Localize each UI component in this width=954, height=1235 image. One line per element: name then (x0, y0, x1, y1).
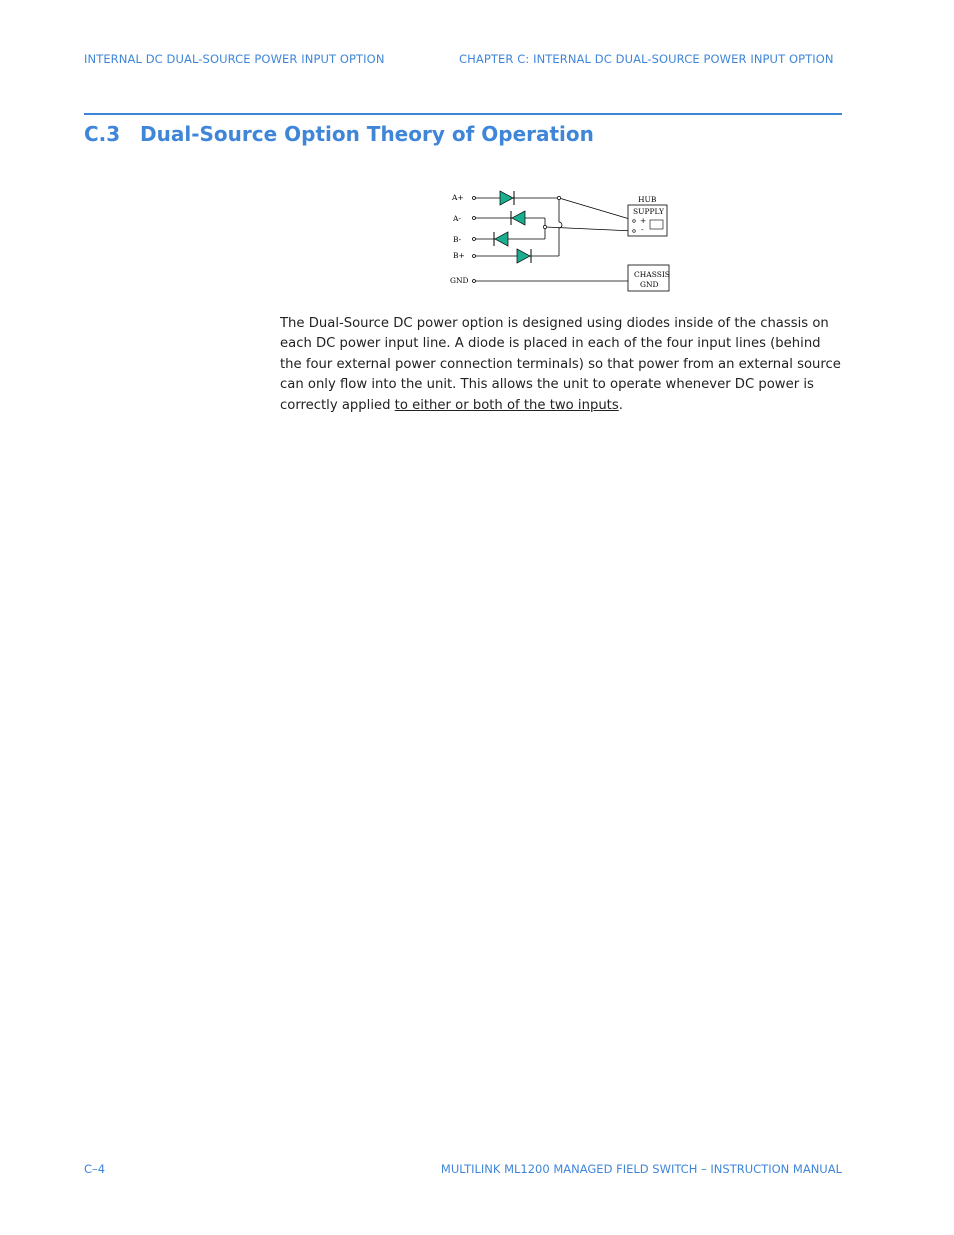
diode-b-plus (517, 249, 531, 263)
diode-a-minus (511, 211, 525, 225)
chassis-label-2: GND (640, 280, 659, 289)
body-text-start: The Dual-Source DC power option is designed using diodes inside of the chassis on each DC power input line. A diode is placed in each of the four input lines (behind the four external power connection terminals) so that power from an external source can only flow into the unit. This allows the unit to operate whenever DC power is correctly applied (280, 316, 841, 413)
section-number: C.3 (84, 122, 121, 146)
dual-source-circuit-diagram (440, 185, 680, 297)
page-number: C–4 (84, 1162, 106, 1176)
input-label-b-plus: B+ (453, 251, 465, 260)
junction-dots (543, 196, 560, 228)
diode-a-plus (500, 191, 514, 205)
supply-label-hub: HUB (638, 195, 657, 204)
running-footer-title: MULTILINK ML1200 MANAGED FIELD SWITCH – INSTRUCTION MANUAL (440, 1162, 842, 1176)
input-label-a-minus: A- (453, 214, 461, 223)
chassis-label-1: CHASSIS (634, 270, 670, 279)
section-title: Dual-Source Option Theory of Operation (140, 122, 594, 146)
supply-minus-label: - (641, 225, 644, 234)
diode-b-minus (494, 232, 508, 246)
running-header-right: CHAPTER C: INTERNAL DC DUAL-SOURCE POWER INPUT OPTION (459, 52, 834, 66)
body-text-underlined: to either or both of the two inputs (394, 397, 619, 413)
input-terminals (473, 197, 476, 283)
input-label-b-minus: B- (453, 235, 462, 244)
running-header-left: INTERNAL DC DUAL-SOURCE POWER INPUT OPTION (84, 52, 385, 66)
input-label-a-plus: A+ (452, 193, 464, 202)
supply-label-supply: SUPPLY (633, 207, 665, 216)
supply-plus-label: + (640, 216, 647, 225)
body-text-end: . (618, 397, 623, 413)
supply-module-icon (650, 220, 663, 229)
section-rule (84, 113, 842, 115)
input-label-gnd: GND (450, 276, 469, 285)
body-paragraph (280, 314, 846, 416)
